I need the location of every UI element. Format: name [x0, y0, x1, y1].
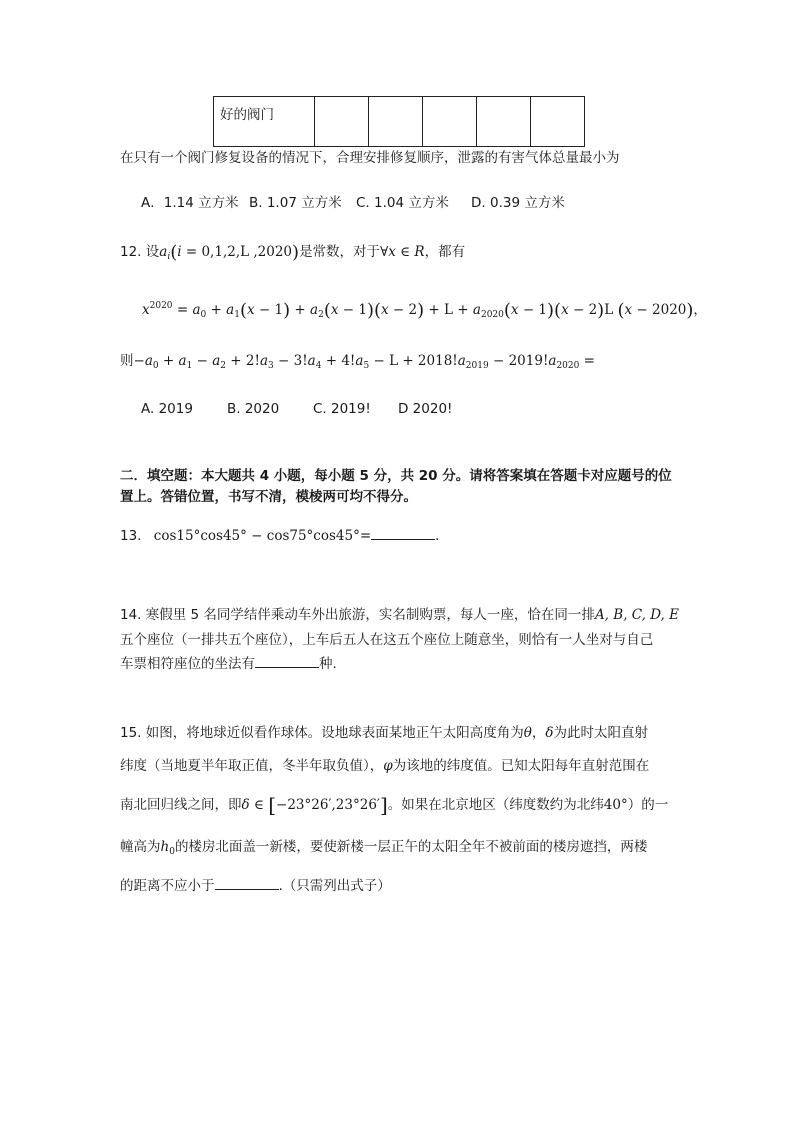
section2-heading-line1: 二．填空题：本大题共 4 小题，每小题 5 分，共 20 分。请将答案填在答题卡对应题号的位 — [120, 468, 672, 484]
q11-stem: 在只有一个阀门修复设备的情况下，合理安排修复顺序，泄露的有害气体总量最小为 — [120, 150, 620, 166]
q14-answer-blank — [255, 653, 319, 668]
q15-line3: 南北回归线之间，即δ ∈ [−23°26′,23°26′]。如果在北京地区（纬度数约为北纬40°）的一 — [120, 793, 669, 817]
table-cell — [477, 97, 531, 147]
q11-option-a: A．1.14 立方米 — [141, 195, 239, 211]
valve-table — [213, 96, 585, 147]
q12-coef-formula: $a_i$ — [159, 244, 171, 262]
q12-cond-mid: 是常数，对于 — [299, 244, 381, 260]
q15-line2: 纬度（当地夏半年取正值，冬半年取负值），φ为该地的纬度值。已知太阳每年直射范围在 — [120, 758, 650, 774]
q11-option-b: B. 1.07 立方米 — [249, 195, 342, 211]
q13-answer-blank — [371, 525, 435, 540]
q15-line5: 的距离不应小于 .（只需列出式子） — [120, 875, 391, 896]
q12-identity-formula: $x^{2020} = a_0 + a_1(x - 1) + a_2(x - 1)(x - 2) + L + a_{2020}(x - 1)(x - 2)L$ (x − 2020)， — [142, 300, 707, 321]
q12-option-c: C. 2019! — [313, 401, 371, 417]
q12-lead: 12. 设 — [120, 244, 160, 260]
h0-symbol: $h_0$ — [160, 839, 175, 857]
q12-option-a: A. 2019 — [141, 401, 193, 417]
q13-number: 13. — [120, 528, 142, 544]
table-row-label: 好的阀门 — [214, 97, 315, 147]
q15-line4: 幢高为$h_0$的楼房北面盖一新楼，要使新楼一层正午的太阳全年不被前面的楼房遮挡，两楼 — [120, 839, 648, 857]
q11-option-c: C. 1.04 立方米 — [356, 195, 449, 211]
q14-line3 — [120, 653, 337, 674]
q14-line3-post: 种. — [319, 656, 337, 672]
table-cell — [423, 97, 477, 147]
q15-line1: 15. 如图，将地球近似看作球体。设地球表面某地正午太阳高度角为θ，δ为此时太阳直射 — [120, 725, 649, 741]
q12-result-lead: 则 — [120, 353, 134, 369]
q12-condition: 12. 设$a_i(i = 0,1,2,L$ ,2020)是常数，对于∀x ∈ R，都有 — [120, 242, 466, 263]
table-cell — [531, 97, 585, 147]
q14-line1-text: 14. 寒假里 5 名同学结伴乘动车外出旅游，实名制购票，每人一座，恰在同一排 — [120, 607, 595, 623]
delta-symbol: δ — [545, 725, 554, 741]
q12-result-formula: 则$-a_0 + a_1 - a_2 + 2!a_3 - 3!a_4 + 4!a_5 - L + 2018!a_{2019} - 2019!a_{2020}$ = — [120, 353, 595, 371]
q12-option-d: D 2020! — [398, 401, 453, 417]
table-row — [214, 97, 585, 147]
q11-option-d: D. 0.39 立方米 — [471, 195, 565, 211]
table-cell — [315, 97, 369, 147]
q14-line3-pre: 车票相符座位的坐法有 — [120, 656, 255, 672]
q13-end: . — [435, 528, 440, 544]
q12-option-b: B. 2020 — [227, 401, 280, 417]
section2-heading-line2: 置上。答错位置，书写不清，模棱两可均不得分。 — [120, 489, 417, 505]
q12-forall-formula: ∀x ∈ R — [380, 244, 425, 260]
q13-expression: cos15°cos45° − cos75°cos45°= — [153, 528, 372, 544]
q15-latitude: 40° — [603, 797, 628, 813]
table-cell — [369, 97, 423, 147]
phi-symbol: φ — [383, 758, 393, 774]
theta-symbol: θ — [523, 725, 532, 741]
q14-line1 — [120, 605, 679, 625]
q15-range-formula: δ ∈ [−23°26′,23°26′] — [241, 793, 388, 817]
q13-line — [120, 525, 439, 546]
q12-cond-end: ，都有 — [424, 244, 466, 260]
q14-line2: 五个座位（一排共五个座位），上车后五人在这五个座位上随意坐，则恰有一人坐对与自己 — [120, 632, 654, 648]
q14-seats: A, B, C, D, E — [594, 607, 679, 623]
q15-answer-blank — [215, 875, 279, 890]
